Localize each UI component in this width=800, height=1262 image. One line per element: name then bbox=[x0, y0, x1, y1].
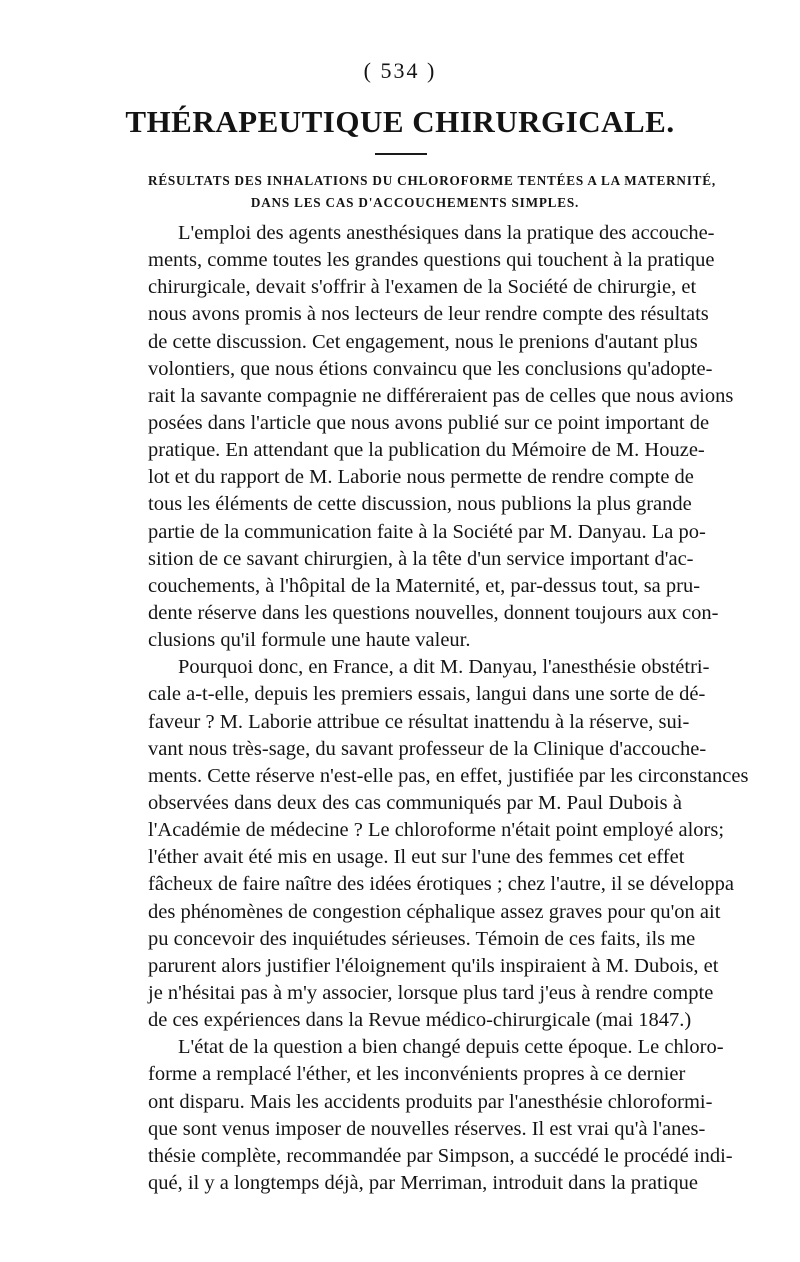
text-line: clusions qu'il formule une haute valeur. bbox=[148, 629, 471, 652]
text-line: pratique. En attendant que la publication du Mémoire de M. Houze- bbox=[148, 439, 705, 462]
text-line: L'emploi des agents anesthésiques dans la pratique des accouche- bbox=[178, 222, 715, 244]
article-subtitle bbox=[148, 170, 716, 214]
title-divider bbox=[375, 153, 427, 155]
text-line: ments. Cette réserve n'est-elle pas, en effet, justifiée par les circonstances bbox=[148, 764, 749, 787]
text-line: que sont venus imposer de nouvelles réserves. Il est vrai qu'à l'anes- bbox=[148, 1117, 706, 1140]
text-line: sition de ce savant chirurgien, à la tête d'un service important d'ac- bbox=[148, 547, 694, 570]
subtitle-line: RÉSULTATS DES INHALATIONS DU CHLOROFORME TENTÉES A LA MATERNITÉ, bbox=[148, 173, 716, 188]
text-line: ont disparu. Mais les accidents produits par l'anesthésie chloroformi- bbox=[148, 1090, 713, 1113]
text-line: nous avons promis à nos lecteurs de leur rendre compte des résultats bbox=[148, 303, 709, 326]
text-line: vant nous très-sage, du savant professeur de la Clinique d'accouche- bbox=[148, 737, 707, 760]
text-line: pu concevoir des inquiétudes sérieuses. Témoin de ces faits, ils me bbox=[148, 927, 696, 950]
section-title: THÉRAPEUTIQUE CHIRURGICALE. bbox=[125, 104, 675, 139]
text-line: observées dans deux des cas communiqués par M. Paul Dubois à bbox=[148, 791, 682, 814]
subtitle-line: DANS LES CAS D'ACCOUCHEMENTS SIMPLES. bbox=[250, 195, 580, 210]
text-line: de cette discussion. Cet engagement, nous le prenions d'autant plus bbox=[148, 330, 698, 353]
article-body bbox=[148, 220, 749, 1197]
text-line: forme a remplacé l'éther, et les inconvénients propres à ce dernier bbox=[148, 1063, 686, 1086]
text-line: des phénomènes de congestion céphalique assez graves pour qu'on ait bbox=[148, 900, 721, 923]
text-line: thésie complète, recommandée par Simpson, a succédé le procédé indi- bbox=[148, 1144, 733, 1167]
text-line: qué, il y a longtemps déjà, par Merriman, introduit dans la pratique bbox=[148, 1171, 698, 1194]
text-line: faveur ? M. Laborie attribue ce résultat inattendu à la réserve, sui- bbox=[148, 710, 690, 733]
text-line: chirurgicale, devait s'offrir à l'examen de la Société de chirurgie, et bbox=[148, 276, 697, 299]
text-line: l'Académie de médecine ? Le chloroforme n'était point employé alors; bbox=[148, 819, 725, 842]
text-line: je n'hésitai pas à m'y associer, lorsque plus tard j'eus à rendre compte bbox=[148, 981, 714, 1004]
text-line: ments, comme toutes les grandes questions qui touchent à la pratique bbox=[148, 249, 715, 272]
text-line: dente réserve dans les questions nouvelles, donnent toujours aux con- bbox=[148, 601, 719, 624]
text-line: cale a-t-elle, depuis les premiers essais, langui dans une sorte de dé- bbox=[148, 683, 706, 706]
text-line: posées dans l'article que nous avons publié sur ce point important de bbox=[148, 411, 710, 434]
text-line: l'éther avait été mis en usage. Il eut sur l'une des femmes cet effet bbox=[148, 846, 685, 869]
text-line: fâcheux de faire naître des idées érotiques ; chez l'autre, il se développa bbox=[148, 873, 734, 896]
text-line: lot et du rapport de M. Laborie nous permette de rendre compte de bbox=[148, 466, 694, 489]
text-line: couchements, à l'hôpital de la Maternité, et, par-dessus tout, sa pru- bbox=[148, 574, 701, 597]
text-line: L'état de la question a bien changé depuis cette époque. Le chloro- bbox=[178, 1036, 724, 1059]
text-line: parurent alors justifier l'éloignement qu'ils inspiraient à M. Dubois, et bbox=[148, 954, 719, 977]
text-line: tous les éléments de cette discussion, nous publions la plus grande bbox=[148, 493, 692, 516]
text-line: partie de la communication faite à la Société par M. Danyau. La po- bbox=[148, 520, 706, 543]
text-line: de ces expériences dans la Revue médico-chirurgicale (mai 1847.) bbox=[148, 1009, 692, 1032]
text-line: volontiers, que nous étions convaincu que les conclusions qu'adopte- bbox=[148, 357, 713, 380]
page-number: ( 534 ) bbox=[363, 58, 437, 83]
text-line: Pourquoi donc, en France, a dit M. Danyau, l'anesthésie obstétri- bbox=[178, 656, 710, 679]
text-line: rait la savante compagnie ne différeraient pas de celles que nous avions bbox=[148, 384, 734, 407]
